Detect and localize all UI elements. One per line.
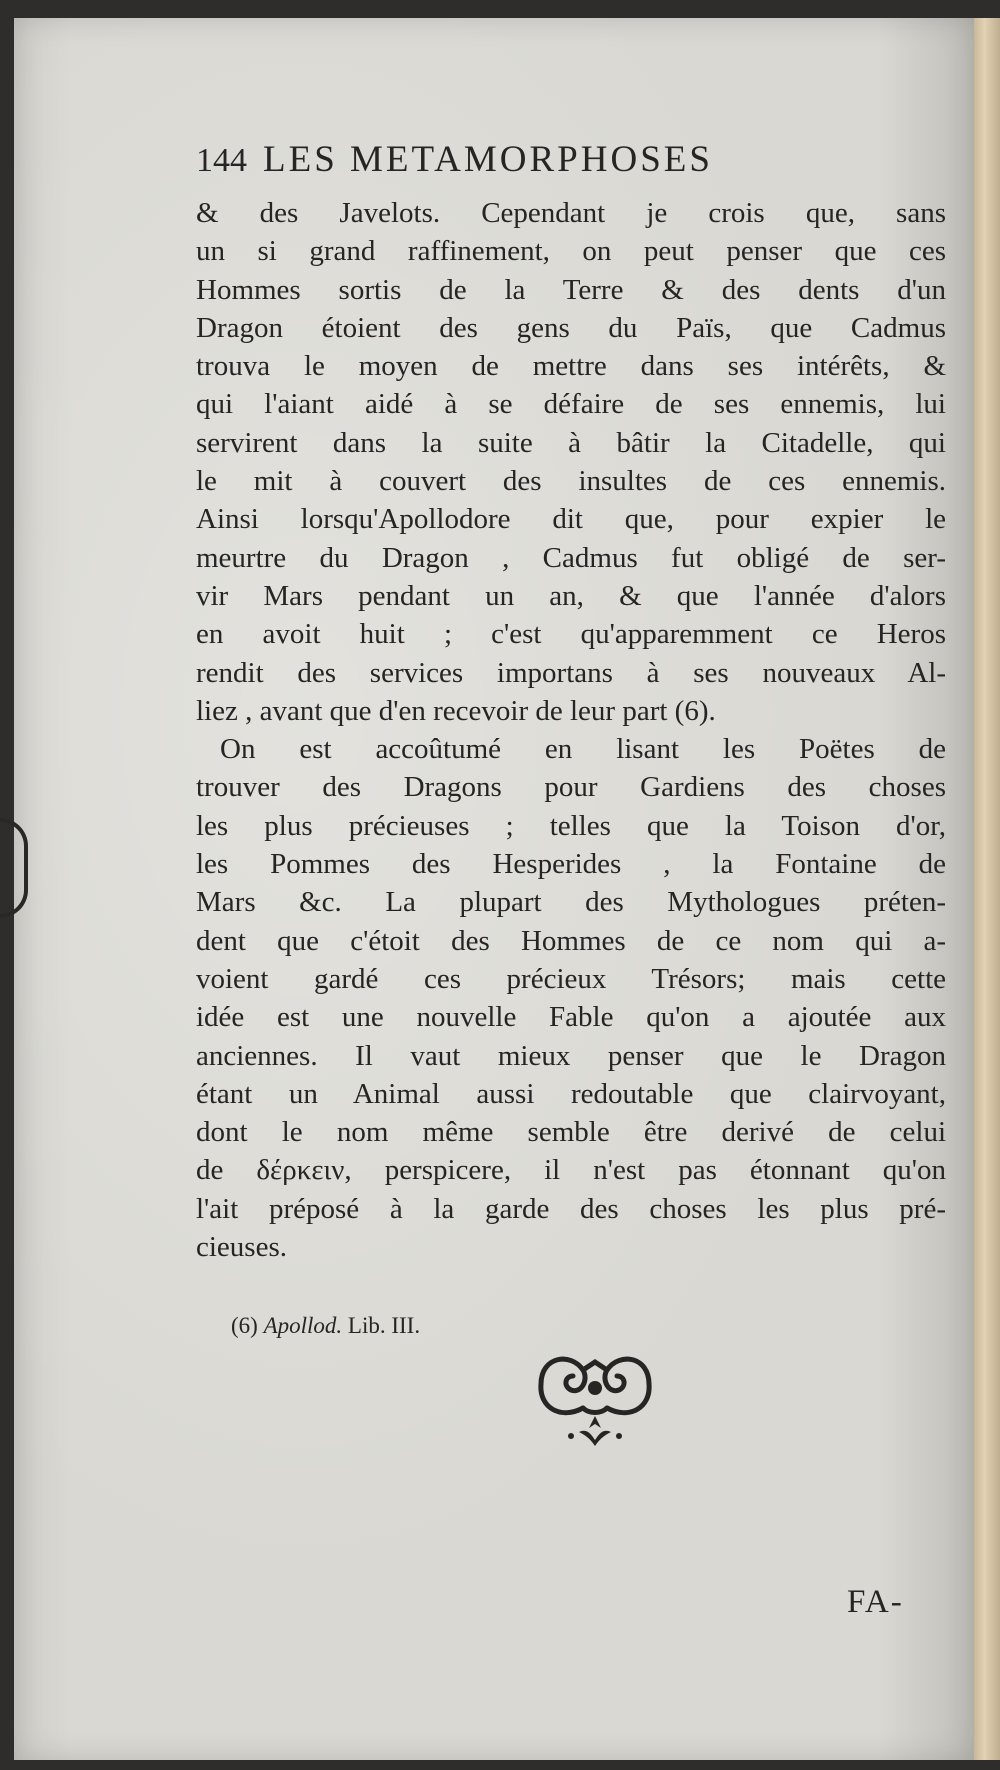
text-line: liez , avant que d'en recevoir de leur part (6). — [196, 694, 716, 727]
text-line: Hommes sortis de la Terre & des dents d'un — [196, 273, 946, 306]
footnote-reference: Lib. III. — [347, 1313, 421, 1339]
text-line: rendit des services importans à ses nouveaux Al- — [196, 656, 946, 689]
text-line: le mit à couvert des insultes de ces ennemis. — [196, 465, 946, 498]
text-line: les plus précieuses ; telles que la Toison d'or, — [196, 809, 946, 842]
text-line: trouver des Dragons pour Gardiens des choses — [196, 771, 946, 804]
text-line: les Pommes des Hesperides , la Fontaine de — [196, 848, 946, 881]
footnote-marker: (6) — [231, 1313, 258, 1339]
page-edge — [974, 18, 1000, 1760]
text-line: & des Javelots. Cependant je crois que, sans — [196, 197, 946, 229]
text-line: trouva le moyen de mettre dans ses intérêts, & — [196, 350, 946, 383]
running-title: LES METAMORPHOSES — [263, 139, 713, 180]
catchword: FA- — [847, 1584, 904, 1620]
text-line: idée est une nouvelle Fable qu'on a ajoutée aux — [196, 1001, 946, 1034]
text-line: un si grand raffinement, on peut penser que ces — [196, 235, 946, 268]
text-line: servirent dans la suite à bâtir la Citadelle, qui — [196, 426, 946, 459]
text-line: de δέρκειν, perspicere, il n'est pas étonnant qu'on — [196, 1154, 946, 1187]
text-line: voient gardé ces précieux Trésors; mais cette — [196, 962, 946, 995]
fleuron-ornament-icon — [531, 1344, 659, 1448]
text-line: en avoit huit ; c'est qu'apparemment ce Heros — [196, 618, 946, 651]
text-line: On est accoûtumé en lisant les Poëtes de — [220, 733, 946, 766]
binding-ring — [0, 818, 28, 918]
text-line: l'ait préposé à la garde des choses les plus pré- — [196, 1192, 946, 1225]
running-head — [196, 138, 946, 194]
page-content — [196, 138, 946, 1344]
text-line: qui l'aiant aidé à se défaire de ses ennemis, lui — [196, 388, 946, 421]
text-line: dent que c'étoit des Hommes de ce nom qui a- — [196, 924, 946, 957]
text-line: meurtre du Dragon , Cadmus fut obligé de ser- — [196, 541, 946, 574]
text-line: étant un Animal aussi redoutable que clairvoyant, — [196, 1077, 946, 1110]
text-line: cieuses. — [196, 1231, 287, 1264]
text-line: Mars &c. La plupart des Mythologues préten- — [196, 886, 946, 919]
footnote-source: Apollod. — [263, 1313, 343, 1339]
text-line: anciennes. Il vaut mieux penser que le Dragon — [196, 1039, 946, 1072]
text-line: Dragon étoient des gens du Païs, que Cadmus — [196, 311, 946, 344]
text-line: dont le nom même semble être derivé de celui — [196, 1116, 946, 1149]
footnote — [196, 1308, 946, 1344]
text-line: vir Mars pendant un an, & que l'année d'alors — [196, 579, 946, 612]
text-line: Ainsi lorsqu'Apollodore dit que, pour expier le — [196, 503, 946, 536]
page-number: 144 — [196, 142, 247, 179]
body-text — [196, 194, 946, 1266]
